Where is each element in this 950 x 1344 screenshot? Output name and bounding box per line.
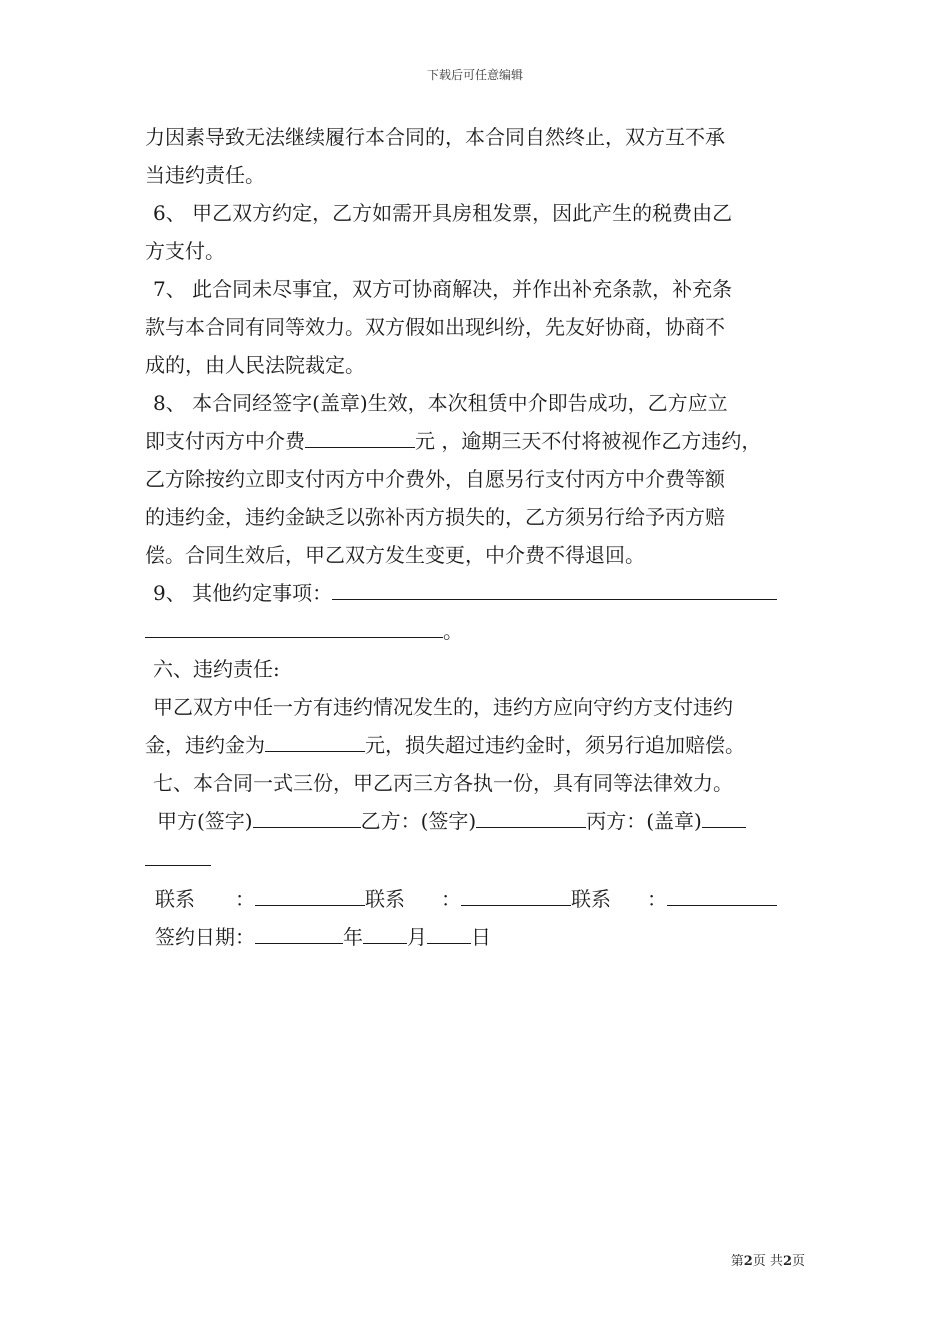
text-line: 甲乙双方中任一方有违约情况发生的，违约方应向守约方支付违约: [153, 695, 733, 719]
page-number: [731, 1250, 805, 1269]
contact-colon: ：: [441, 887, 461, 911]
page-number-prefix: 第: [730, 1254, 744, 1269]
page-number-middle: 页 共: [752, 1254, 783, 1269]
party-b-contact-blank: [461, 883, 571, 906]
text-line: 当违约责任。: [145, 163, 265, 187]
agency-fee-blank: [305, 425, 415, 448]
party-a-contact-blank: [255, 883, 365, 906]
text-line: 成的，由人民法院裁定。: [145, 353, 365, 377]
text-line: 力因素导致无法继续履行本合同的，本合同自然终止，双方互不承: [145, 125, 725, 149]
party-b-label: 乙方：(签字): [360, 809, 477, 833]
text-line: [145, 840, 810, 878]
clause-7: 7、 此合同未尽事宜，双方可协商解决，并作出补充条款，补充条: [153, 277, 733, 301]
contact-label: 联系: [155, 887, 195, 911]
text-segment: 元，损失超过违约金时，须另行追加赔偿。: [365, 733, 745, 757]
text-line: [145, 422, 810, 460]
contract-body: [145, 118, 810, 956]
section-6-title: 六、违约责任:: [153, 657, 280, 681]
text-line: 乙方除按约立即支付丙方中介费外，自愿另行支付丙方中介费等额: [145, 467, 725, 491]
current-page: 2: [743, 1254, 753, 1269]
section-7: 七、本合同一式三份，甲乙丙三方各执一份，具有同等法律效力。: [153, 771, 733, 795]
month-blank: [363, 921, 407, 944]
signature-line: [145, 802, 810, 840]
text-segment: 金，违约金为: [145, 733, 265, 757]
party-c-contact-blank: [667, 883, 777, 906]
day-blank: [427, 921, 471, 944]
page-number-suffix: 页: [791, 1254, 805, 1269]
total-pages: 2: [782, 1254, 792, 1269]
other-terms-blank: [332, 577, 777, 600]
contact-label: 联系: [571, 887, 611, 911]
clause-9: [145, 574, 810, 612]
contact-line: [145, 880, 810, 918]
date-line: [145, 918, 810, 956]
year-blank: [255, 921, 343, 944]
text-line: 的违约金，违约金缺乏以弥补丙方损失的，乙方须另行给予丙方赔: [145, 505, 725, 529]
date-label: 签约日期：: [155, 925, 255, 949]
clause-8: 8、 本合同经签字(盖章)生效，本次租赁中介即告成功，乙方应立: [153, 391, 728, 415]
party-b-signature-blank: [476, 805, 586, 828]
text-segment: 。: [443, 619, 463, 643]
text-line: [145, 726, 810, 764]
month-label: 月: [407, 925, 427, 949]
contact-colon: ：: [235, 887, 255, 911]
text-line: 偿。合同生效后，甲乙双方发生变更，中介费不得退回。: [145, 543, 645, 567]
party-c-signature-blank-continued: [145, 843, 211, 866]
clause-6: 6、 甲乙双方约定，乙方如需开具房租发票，因此产生的税费由乙: [153, 201, 733, 225]
party-c-label: 丙方：(盖章): [586, 809, 702, 833]
year-label: 年: [343, 925, 363, 949]
page-header: 下载后可任意编辑: [426, 68, 523, 82]
contact-label: 联系: [365, 887, 405, 911]
party-a-label: 甲方(签字): [157, 809, 253, 833]
text-segment: 9、 其他约定事项：: [153, 581, 333, 605]
text-segment: 即支付丙方中介费: [145, 429, 305, 453]
text-line: 款与本合同有同等效力。双方假如出现纠纷，先友好协商，协商不: [145, 315, 725, 339]
text-line: [145, 612, 810, 650]
other-terms-blank-continued: [145, 615, 443, 638]
party-c-signature-blank: [702, 805, 746, 828]
party-a-signature-blank: [253, 805, 361, 828]
contact-colon: ：: [647, 887, 667, 911]
day-label: 日: [471, 925, 491, 949]
text-segment: 元 ，逾期三天不付将被视作乙方违约，: [415, 429, 762, 453]
penalty-amount-blank: [265, 729, 365, 752]
text-line: 方支付。: [145, 239, 225, 263]
